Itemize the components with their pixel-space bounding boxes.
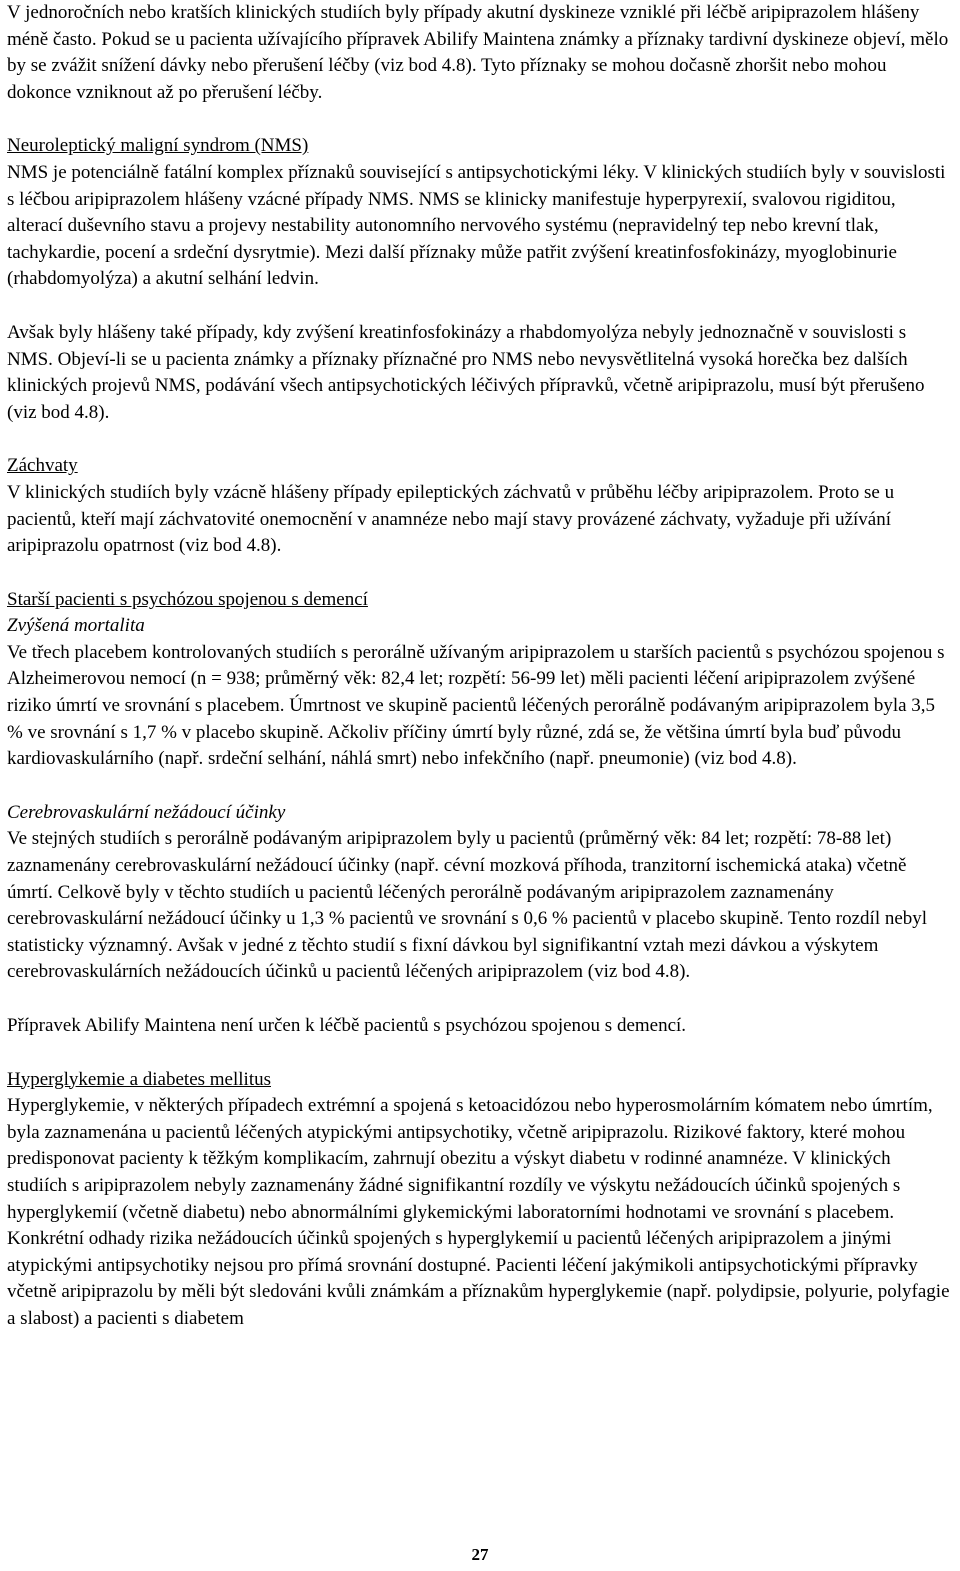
spacer <box>7 773 955 800</box>
spacer <box>7 986 955 1013</box>
hyperglycemia-paragraph: Hyperglykemie, v některých případech extrémní a spojená s ketoacidózou nebo hyperosmolárním kómatem nebo úmrtím, byla zaznamenána u pacientů léčených atypickými antipsychotiky, včetně aripiprazolu. Rizikové faktory, které mohou predisponovat pacienty k těžkým komplikacím, zahrnují obezitu a výskyt diabetu v rodinné anamnéze. V klinických studiích s aripiprazolem nebyly zaznamenány žádné signifikantní rozdíly ve výskytu nežádoucích účinků spojených s hyperglykemií (včetně diabetu) nebo abnormálními glykemickými laboratorními hodnotami ve srovnání s placebem. Konkrétní odhady rizika nežádoucích účinků spojených s hyperglykemií u pacientů léčených aripiprazolem a jinými atypickými antipsychotiky nejsou pro přímá srovnání dostupné. Pacienti léčení jakýmikoli antipsychotickými přípravky včetně aripiprazolu by měli být sledováni kvůli známkám a příznakům hyperglykemie (např. polydipsie, polyurie, polyfagie a slabost) a pacienti s diabetem <box>7 1095 950 1329</box>
spacer <box>7 293 955 320</box>
intro-paragraph: V jednoročních nebo kratších klinických studiích byly případy akutní dyskineze vzniklé při léčbě aripiprazolem hlášeny méně často. Pokud se u pacienta užívajícího přípravek Abilify Maintena známky a příznaky tardivní dyskineze objeví, mělo by se zvážit snížení dávky nebo přerušení léčby (viz bod 4.8). Tyto příznaky se mohou dočasně zhoršit nebo mohou dokonce vzniknout až po přerušení léčby. <box>7 2 949 103</box>
seizures-paragraph: V klinických studiích byly vzácně hlášeny případy epileptických záchvatů v průběhu léčby aripiprazolem. Proto se u pacientů, kteří mají záchvatovité onemocnění v anamnéze nebo mají stavy provázené záchvaty, vyžaduje při užívání aripiprazolu opatrnost (viz bod 4.8). <box>7 481 895 557</box>
nms-paragraph-2: Avšak byly hlášeny také případy, kdy zvýšení kreatinfosfokinázy a rhabdomyolýza nebyly jednoznačně v souvislosti s NMS. Objeví-li se u pacienta známky a příznaky příznačné pro NMS nebo nevysvětlitelná vysoká horečka bez dalších klinických projevů NMS, podávání všech antipsychotických léčivých přípravků, včetně aripiprazolu, musí být přerušeno (viz bod 4.8). <box>7 321 925 423</box>
document-page <box>7 0 955 1333</box>
spacer <box>7 1040 955 1067</box>
mortality-subheading: Zvýšená mortalita <box>7 615 145 637</box>
mortality-paragraph: Ve třech placebem kontrolovaných studiích s perorálně užívaným aripiprazolem u starších pacientů s psychózou spojenou s Alzheimerovou nemocí (n = 938; průměrný věk: 82,4 let; rozpětí: 56-99 let) měli pacienti léčení aripiprazolem zvýšené riziko úmrtí ve srovnání s placebem. Úmrtnost ve skupině pacientů léčených perorálně podávaným aripiprazolem byla 3,5 % ve srovnání s 1,7 % v placebo skupině. Ačkoliv příčiny úmrtí byly různé, zdá se, že většina úmrtí byla buď původu kardiovaskulárního (např. srdeční selhání, náhlá smrt) nebo infekčního (např. pneumonie) (viz bod 4.8). <box>7 641 945 770</box>
cerebrovascular-paragraph: Ve stejných studiích s perorálně podávaným aripiprazolem byly u pacientů (průměrný věk: 84 let; rozpětí: 78-88 let) zaznamenány cerebrovaskulární nežádoucí účinky (např. cévní mozková příhoda, tranzitorní ischemická ataka) včetně úmrtí. Celkově byly v těchto studiích u pacientů léčených perorálně podávaným aripiprazolem zaznamenány cerebrovaskulární nežádoucí účinky u 1,3 % pacientů ve srovnání s 0,6 % pacientů v placebo skupině. Tento rozdíl nebyl statisticky významný. Avšak v jedné z těchto studií s fixní dávkou byl signifikantní vztah mezi dávkou a výskytem cerebrovaskulárních nežádoucích účinků u pacientů léčených aripiprazolem (viz bod 4.8). <box>7 828 928 983</box>
page-number: 27 <box>471 1545 489 1564</box>
elderly-heading: Starší pacienti s psychózou spojenou s demencí <box>7 588 368 610</box>
nms-paragraph-1: NMS je potenciálně fatální komplex příznaků související s antipsychotickými léky. V klinických studiích byly v souvislosti s léčbou aripiprazolem hlášeny vzácné případy NMS. NMS se klinicky manifestuje hyperpyrexií, svalovou rigiditou, alterací duševního stavu a projevy nestability autonomního nervového systému (nepravidelný tep nebo krevní tlak, tachykardie, pocení a srdeční dysrytmie). Mezi další příznaky může patřit zvýšení kreatinfosfokinázy, myoglobinurie (rhabdomyolýza) a akutní selhání ledvin. <box>7 161 946 290</box>
hyperglycemia-heading: Hyperglykemie a diabetes mellitus <box>7 1068 271 1090</box>
cerebrovascular-subheading: Cerebrovaskulární nežádoucí účinky <box>7 801 286 823</box>
dementia-note-paragraph: Přípravek Abilify Maintena není určen k léčbě pacientů s psychózou spojenou s demencí. <box>7 1015 687 1036</box>
nms-heading: Neuroleptický maligní syndrom (NMS) <box>7 135 309 157</box>
spacer <box>7 560 955 587</box>
spacer <box>7 106 955 133</box>
seizures-heading: Záchvaty <box>7 455 78 477</box>
spacer <box>7 426 955 453</box>
